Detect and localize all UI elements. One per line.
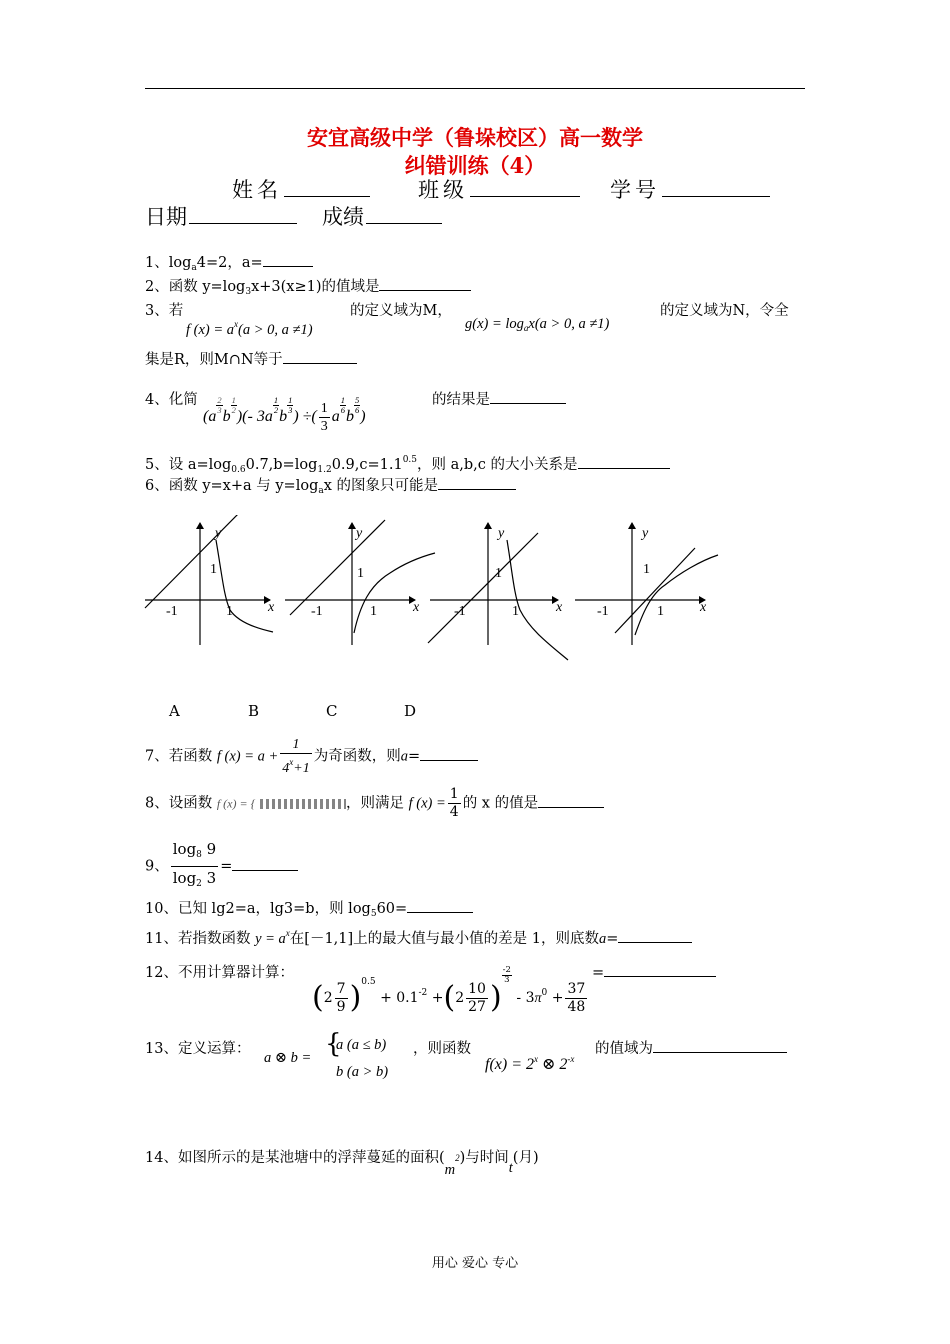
graph-c-line	[428, 533, 538, 643]
q13-mid: ，则函数	[413, 1041, 471, 1057]
question-6: 6、函数 y=x+a 与 $y=\log_ax$ 的图象只可能是	[145, 476, 516, 501]
q13-brace: {	[325, 1029, 342, 1059]
page-title: 安宜高级中学（鲁垛校区）高一数学	[307, 125, 643, 150]
number-blank[interactable]	[662, 195, 770, 197]
graph-a-y-label: y	[215, 526, 222, 541]
question-11: 11、若指数函数 $y = a^x$在[－1,1]上的最大值与最小值的差是 1，则底数a=	[145, 923, 692, 949]
graph-d[interactable]	[575, 523, 718, 645]
graph-a-tick-y: 1	[210, 562, 217, 577]
graph-d-y-label: y	[642, 526, 649, 541]
graph-a-x-label: x	[268, 600, 275, 615]
answer-blank[interactable]	[538, 795, 604, 808]
graph-c-y-label: y	[498, 526, 505, 541]
graph-b-tick-neg: -1	[311, 604, 323, 619]
top-rule	[145, 88, 805, 89]
question-14: 14、如图所示的是某池塘中的浮萍蔓延的面积$(m^2)$与时间t(月)	[145, 1150, 539, 1178]
score-label: 成绩	[322, 205, 364, 229]
class-blank[interactable]	[470, 195, 580, 197]
name-field	[232, 174, 370, 204]
graph-b-tick-y: 1	[357, 566, 364, 581]
graph-d-line	[615, 548, 695, 633]
graph-d-x-label: x	[700, 600, 707, 615]
q13-lhs: a ⊗ b =	[264, 1050, 312, 1066]
graph-b-tick-pos: 1	[370, 604, 377, 619]
q3-mid: 的定义域为M，	[350, 303, 452, 319]
graph-d-tick-y: 1	[643, 562, 650, 577]
date-label: 日期	[145, 205, 187, 229]
q13-case-2: b (a > b)	[336, 1064, 389, 1080]
answer-blank[interactable]	[420, 748, 478, 761]
answer-blank[interactable]	[263, 254, 313, 267]
graph-b-y-label: y	[356, 526, 363, 541]
answer-blank[interactable]	[438, 477, 516, 490]
question-12-post: =	[592, 963, 716, 983]
q3-post: 的定义域为N，令全	[660, 303, 789, 319]
answer-blank[interactable]	[232, 858, 298, 871]
question-3: 3、若	[145, 303, 184, 319]
question-13: 13、定义运算：	[145, 1041, 251, 1057]
graph-d-tick-neg: -1	[597, 604, 609, 619]
graph-a-tick-pos: 1	[226, 604, 233, 619]
question-1: 1、$\log_a4=2$，a=	[145, 253, 313, 278]
graph-choices	[140, 515, 730, 665]
graph-b-line	[290, 520, 385, 615]
answer-blank[interactable]	[604, 964, 716, 977]
q8-piecewise-body	[260, 799, 346, 809]
number-field	[610, 174, 770, 204]
answer-blank[interactable]	[407, 900, 473, 913]
question-4-post: 的结果是	[432, 390, 566, 410]
question-3-line2: 集是R，则M∩N等于	[145, 350, 357, 370]
answer-blank[interactable]	[618, 930, 692, 943]
question-12: 12、不用计算器计算：	[145, 965, 294, 981]
question-13-post: 的值域为	[595, 1039, 787, 1059]
q3-f-expression: f $(x) = a^x(a > 0$, a ≠1)	[186, 319, 313, 338]
graph-c-tick-y: 1	[495, 566, 502, 581]
class-field	[418, 174, 580, 204]
q13-function: $f(x) = 2^x$ ⊗ $2^{-x}$	[485, 1054, 575, 1073]
answer-blank[interactable]	[578, 456, 670, 469]
choice-b[interactable]: B	[248, 702, 260, 720]
graph-c-tick-neg: -1	[454, 604, 466, 619]
choice-c[interactable]: C	[326, 702, 338, 720]
graph-b-curve	[354, 553, 435, 633]
q4-expression: (a $\frac{2}{3}$ b $\frac{1}{2}$ )(- 3a $\frac{1}{2}$ b $\frac{1}{3}$ ) ÷( $\frac{1}{3}$ a $\frac{1}{6}$ b $\frac{5}{6}$ )	[203, 395, 366, 434]
question-8: 8、设函数 f (x) = { ，则满足 f (x) = $\frac{1}{4}$ 的 x 的值是	[145, 786, 604, 821]
graph-c[interactable]	[428, 523, 568, 660]
answer-blank[interactable]	[653, 1040, 787, 1053]
graph-a-curve	[216, 540, 273, 632]
page-subtitle: 纠错训练（4）	[404, 153, 546, 178]
date-field	[145, 201, 297, 231]
graph-a-line	[145, 515, 242, 608]
question-7: 7、若函数 f (x) = a + $\frac{1}{4^x+1}$ 为奇函数，则a=	[145, 736, 478, 777]
graph-b-x-label: x	[413, 600, 420, 615]
class-label: 班级	[418, 178, 468, 202]
graph-a[interactable]	[145, 515, 273, 645]
q12-expression: (2 $\frac{7}{9}$ )$^{0.5} + 0.1^{-2} +(2$ $\frac{10}{27}$ ) $\frac{-2}{3}$ - $3\pi^0$ + $\frac{37}{48}$	[312, 965, 586, 1015]
question-9: 9、 $\frac{\log_8 9}{\log_2 3}$ =	[145, 838, 298, 895]
graph-c-tick-pos: 1	[512, 604, 519, 619]
question-5: 5、设 $a=\log_{0.6}0.7,b=\log_{1.2}0.9,c=1.1^{0.5}$，则 a,b,c 的大小关系是	[145, 450, 670, 480]
question-4: 4、化简	[145, 392, 198, 408]
answer-blank[interactable]	[490, 391, 566, 404]
graph-c-x-label: x	[556, 600, 563, 615]
q13-case-1: a (a ≤ b)	[336, 1037, 387, 1053]
q8-piecewise-garbled: f (x) = {	[216, 796, 256, 811]
choice-a[interactable]: A	[169, 702, 180, 720]
choice-d[interactable]: D	[404, 702, 417, 720]
question-10: 10、已知 lg2=a，lg3=b，则 $\log_560=$	[145, 899, 473, 924]
name-label: 姓名	[232, 178, 282, 202]
answer-blank[interactable]	[379, 278, 471, 291]
name-blank[interactable]	[284, 195, 370, 197]
graph-a-tick-neg: -1	[166, 604, 178, 619]
score-blank[interactable]	[366, 222, 442, 224]
graph-d-tick-pos: 1	[657, 604, 664, 619]
number-label: 学号	[610, 178, 660, 202]
q3-g-expression: $g(x) = \log_ax(a > 0$, a ≠1)	[465, 316, 610, 333]
question-2: 2、函数 $y=\log_3x+3(x\ge 1)$的值域是	[145, 277, 471, 302]
page-footer: 用心 爱心 专心	[431, 1256, 519, 1271]
answer-blank[interactable]	[283, 351, 357, 364]
score-field	[322, 201, 442, 231]
date-blank[interactable]	[189, 222, 297, 224]
